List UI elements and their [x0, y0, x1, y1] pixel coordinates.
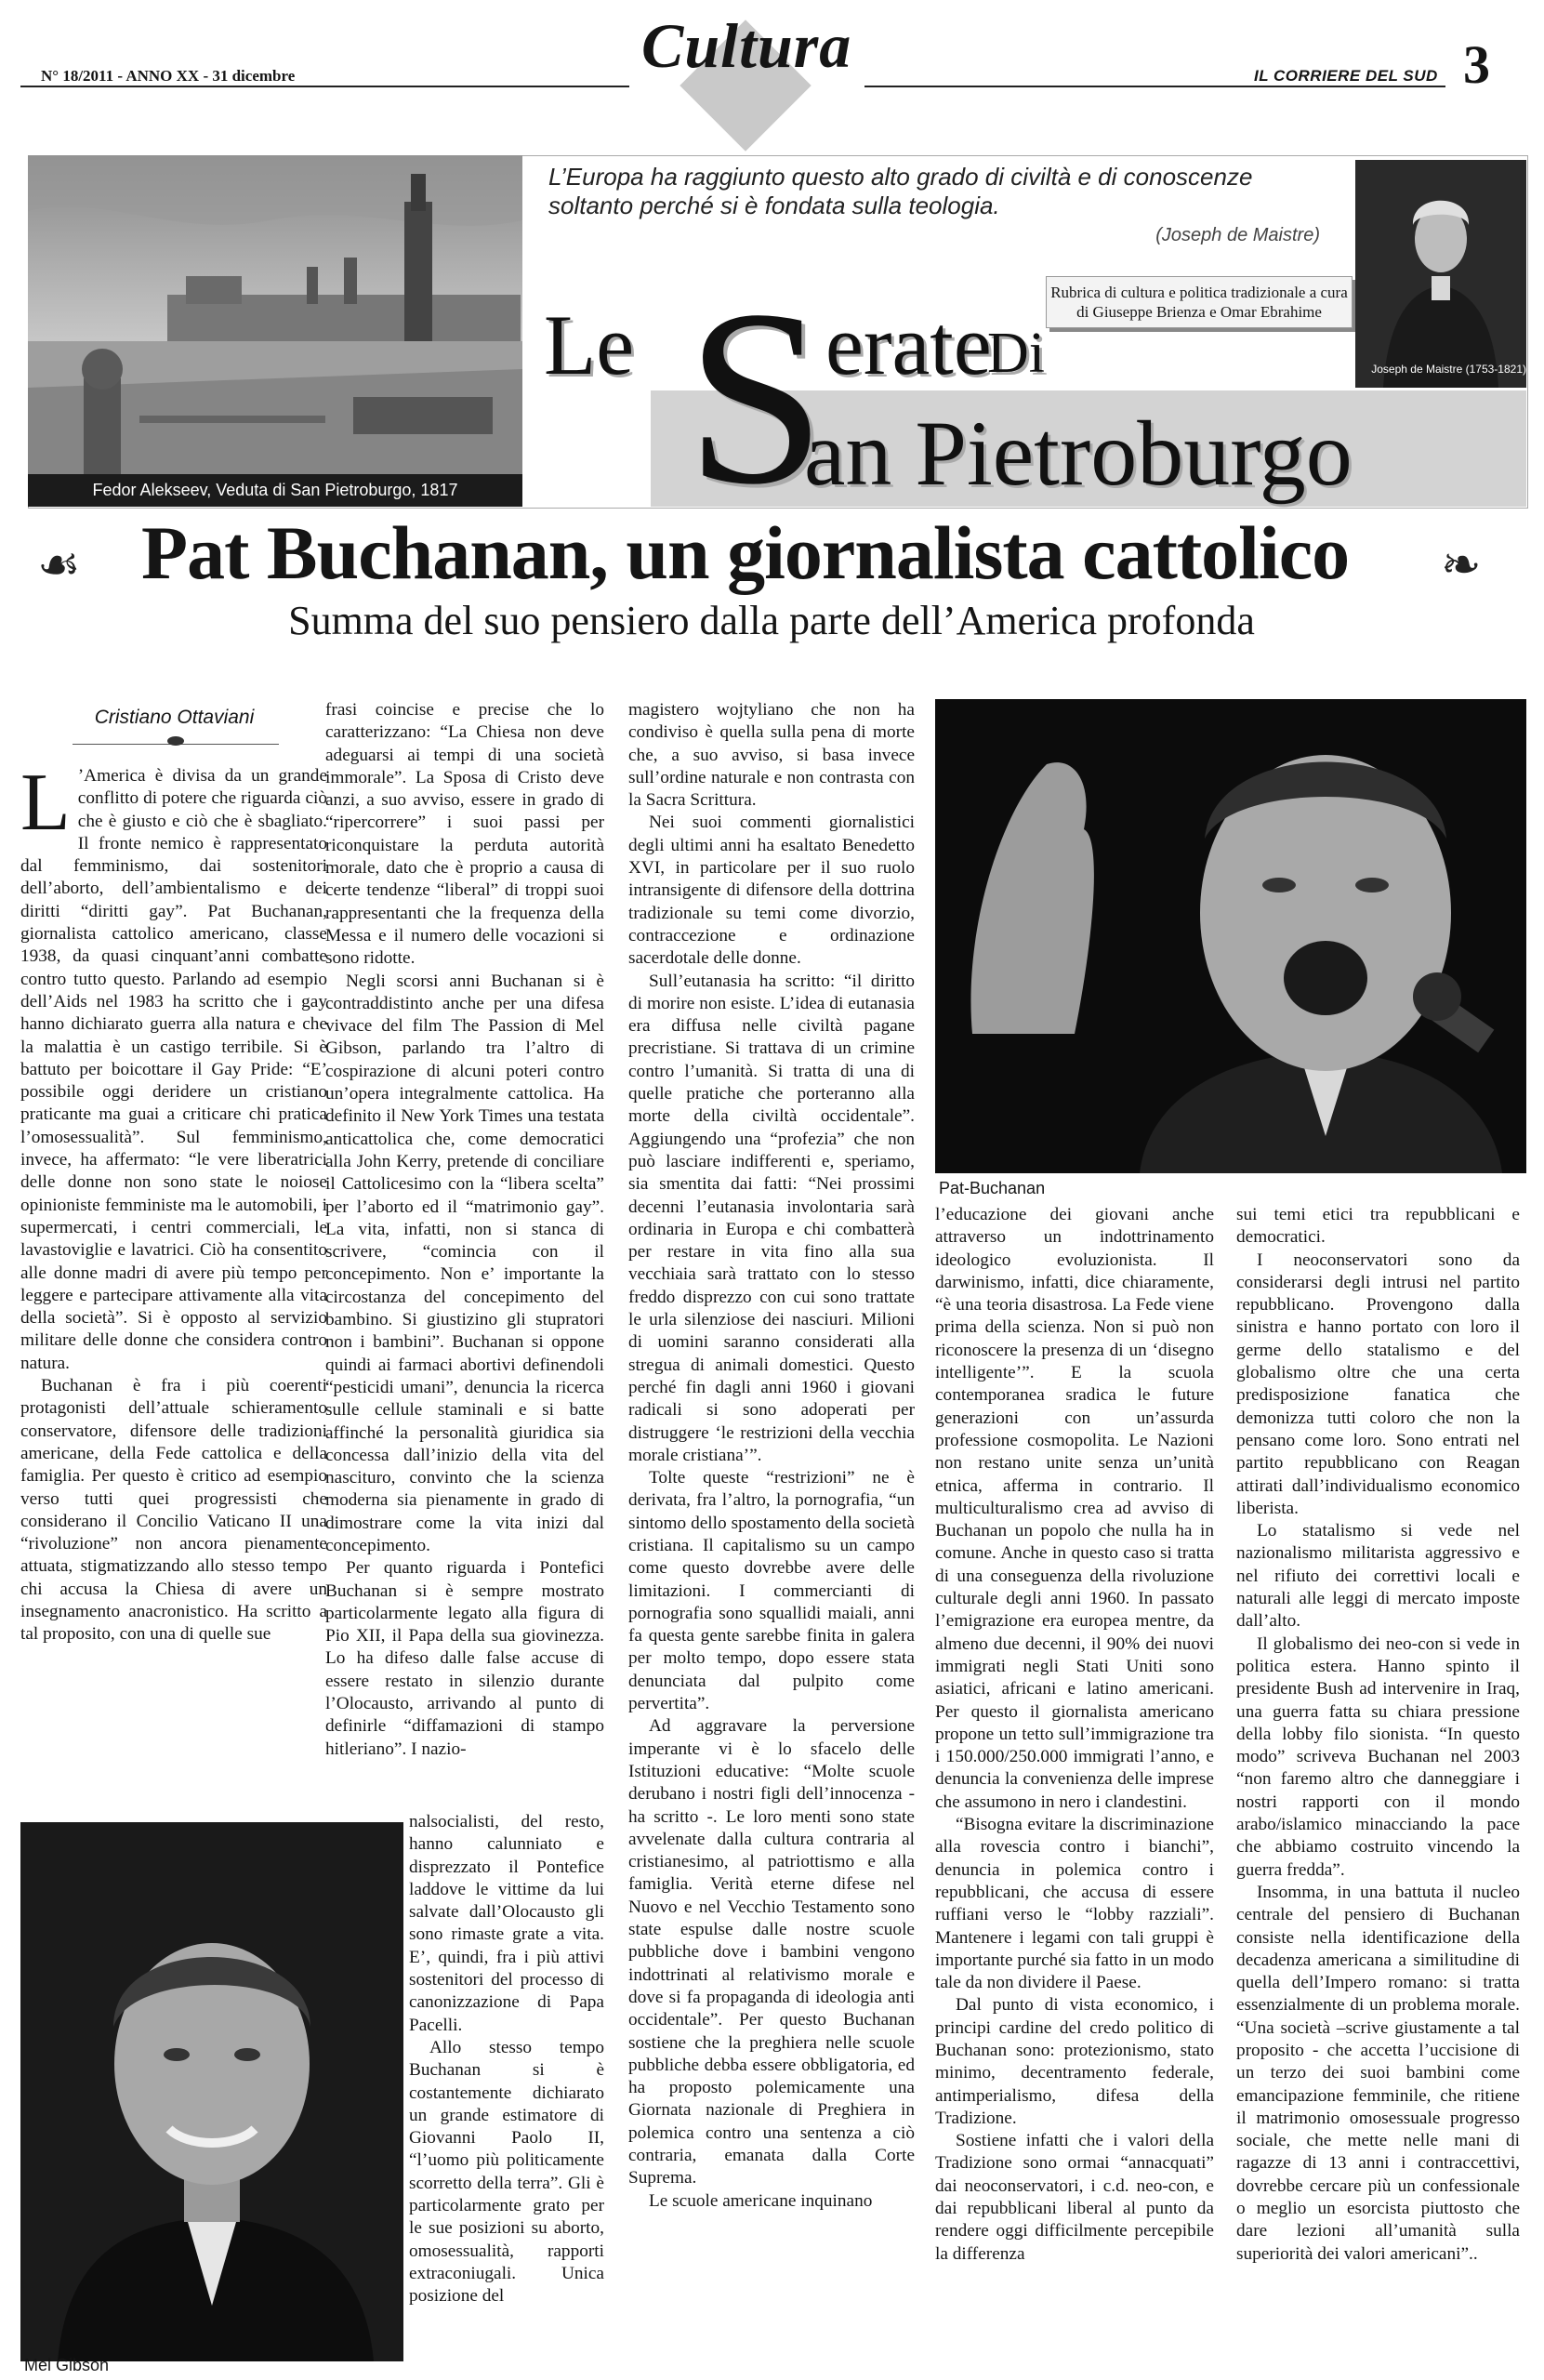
- column-5-paragraph: Lo statalismo si vede nel nazionalismo militarista aggressivo e nel rifiuto dei correttivi locali e naturali alle leggi di mercato imposte dall’alto.: [1236, 1521, 1520, 1632]
- column-5-paragraph: sui temi etici tra repubblicani e democratici.: [1236, 1205, 1520, 1248]
- column-2-continued: [409, 1811, 604, 2378]
- painting-caption: Fedor Alekseev, Veduta di San Pietroburgo, 1817: [28, 474, 522, 507]
- column-1-paragraph: ’America è divisa da un grande conflitto di potere che riguarda ciò che è giusto e ciò che è sbagliato. Il fronte nemico è rappresentato dal femminismo, dai sostenitori dell’aborto, dell’ambientalismo e dei diritti “diritti gay”. Pat Buchanan, giornalista cattolico americano, classe 1938, da quasi cinquant’anni combatte contro tutto questo. Parlando ad esempio dell’Aids nel 1983 ha scritto che i gay hanno dichiarato guerra alla natura e che la malattia è un castigo terribile. Si è battuto per boicottare il Gay Pride: “E’ possibile oggi deridere un cristiano praticante ma guai a criticare chi pratica l’omosessualità”. Sul femminismo, invece, ha affermato: “le vere liberatrici delle donne non sono state le noiose opinioniste femministe ma le automobili, i supermercati, i centri commerciali, le lavastoviglie e lavatrici. Ciò ha consentito alle donne madri di avere più tempo per leggere e partecipare attivamente alla vita della società”. Si è opposto al servizio militare delle donne che considera contro natura.: [20, 766, 327, 1373]
- author-byline: Cristiano Ottaviani: [94, 707, 255, 728]
- column-2-paragraph: nalsocialisti, del resto, hanno calunniato e disprezzato il Pontefice laddove le vittime da lui salvate dall’Olocausto gli sono rimaste grate a vita. E’, quindi, fra i più attivi sostenitori del processo di canonizzazione di Papa Pacelli.: [409, 1812, 604, 2035]
- column-5-paragraph: I neoconservatori sono da considerarsi degli intrusi nel partito repubblicano. Provengono dalla sinistra e hanno portato con loro il germe dello statalismo e del globalismo oltre che una certa predisposizione fanatica che demonizza tutti coloro che non la pensano come loro. Sono entrati nel partito repubblicano con Reagan attirati dall’individualismo economico liberista.: [1236, 1250, 1520, 1518]
- column-4: [935, 1204, 1214, 2375]
- byline-ornament: [167, 736, 184, 746]
- ornament-right-icon: ❧: [1441, 537, 1482, 593]
- column-3-paragraph: Tolte queste “restrizioni” ne è derivata, fra l’altro, la pornografia, “un sintomo dello spostamento della società cristiana. Il capitalismo su un campo come questo dovrebbe avere delle limitazioni. I commercianti di pornografia sono squallidi maiali, anni fa questa gente sarebbe finita in galera per molto tempo, dopo essere stata denunciata dal pulpito come pervertita”.: [628, 1468, 915, 1714]
- mel-gibson-photo: [20, 1822, 403, 2361]
- pat-buchanan-caption: Pat-Buchanan: [939, 1179, 1046, 1197]
- subheadline: Summa del suo pensiero dalla parte dell’America profonda: [288, 598, 1255, 643]
- column-2-paragraph: Per quanto riguarda i Pontefici Buchanan si è sempre mostrato particolarmente legato alla figura di Pio XII, il Papa della sua giovinezza. Lo ha difeso dalle false accuse di essere restato in silenzio durante l’Olocausto, arrivando al punto di definirle “diffamazioni di stampo hitleriano”. I nazio-: [325, 1558, 604, 1759]
- column-5-paragraph: Il globalismo dei neo-con si vede in politica estera. Hanno spinto il presidente Bush ad intervenire in Iraq, una guerra fatta su chiara pressione della lobby filo sionista. “In questo modo” scriveva Buchanan nel 2003 “non faremo altro che danneggiare i nostri rapporti con il mondo arabo/islamico minacciando la pace che abbiamo costruito vincendo la guerra fredda”.: [1236, 1633, 1520, 1880]
- pat-buchanan-photo: [935, 699, 1526, 1173]
- logo-erate: erate: [825, 298, 992, 392]
- column-2: [325, 699, 604, 1810]
- column-3-paragraph: Nei suoi commenti giornalistici degli ultimi anni ha esaltato Benedetto XVI, in particolare per il suo ruolo intransigente di difensore della dottrina tradizionale su temi come divorzio, contraccezione e ordinazione sacerdotale delle donne.: [628, 813, 915, 969]
- headline: Pat Buchanan, un giornalista cattolico: [141, 510, 1350, 595]
- column-2-paragraph: Negli scorsi anni Buchanan si è contraddistinto anche per una difesa vivace del film The Passion di Mel Gibson, parlando tra l’altro di cospirazione di alcuni poteri contro un’opera integralmente cattolica. Ha definito il New York Times una testata anticattolica che, come democratici alla John Kerry, pretende di conciliare il Cattolicesimo con la “libera scelta” per l’aborto ed il “matrimonio gay”. La vita, infatti, non si stanca di scrivere, “comincia con il concepimento. Non e’ importante la circostanza del concepimento del bambino. Si giustizino gli stupratori non i bambini”. Buchanan si oppone quindi ai farmaci abortivi definendoli “pesticidi umani”, denuncia la ricerca sulle cellule staminali e si batte affinché la personalità giuridica sia concessa dall’inizio della vita del nascituro, convinto che la scienza moderna sia pienamente in grado di dimostrare come la vita inizi dal concepimento.: [325, 971, 604, 1555]
- column-2-paragraph: frasi coincise e precise che lo caratterizzano: “La Chiesa non deve adeguarsi ai tempi di una società immorale”. La Sposa di Cristo deve anzi, a suo avviso, essere in grado di “ripercorrere” i suoi passi per riconquistare la perduta autorità morale, dato che è proprio a causa di certe tendenze “liberal” di troppi suoi rappresentanti che la frequenza della Messa e il numero delle vocazioni si sono ridotte.: [325, 700, 604, 969]
- column-3-paragraph: Ad aggravare la perversione imperante vi è lo sfacelo delle Istituzioni educative: “Molte scuole derubano i nostri figli dell’innocenza - ha scritto -. Le loro menti sono state avvelenate dalla cultura contraria al cristianesimo, al patriottismo e alla famiglia. Verità eterne difese nel Nuovo e nel Vecchio Testamento sono state espulse dalle nostre scuole pubbliche dove i bambini vengono indottrinati al relativismo morale e dove si fa propaganda di ideologia anti occidentale”. Per questo Buchanan sostiene che la preghiera nelle scuole pubbliche debba essere obbligatoria, ed ha proposto polemicamente una Giornata nazionale di Preghiera in polemica contro una sentenza a ciò contraria, emanata dalla Corte Suprema.: [628, 1716, 915, 2188]
- column-4-paragraph: Sostiene infatti che i valori della Tradizione sono ormai “annacquati” dai neoconservatori, i c.d. neo-con, e dai repubblicani liberal al punto da rendere oggi difficilmente percepibile la differenza: [935, 2131, 1214, 2264]
- de-maistre-portrait: [1355, 160, 1526, 388]
- section-title: Cultura: [641, 10, 852, 81]
- logo-big-s: S: [686, 258, 826, 536]
- column-3: [628, 699, 915, 2373]
- column-2-paragraph: Allo stesso tempo Buchanan si è costantemente dichiarato un grande estimatore di Giovanni Paolo II, “l’uomo più politicamente scorretto della terra”. Gli è particolarmente grato per le sue posizioni su aborto, omosessualità, rapporti extraconiugali. Unica posizione del: [409, 2037, 604, 2307]
- column-5: [1236, 1204, 1520, 2375]
- column-3-paragraph: Sull’eutanasia ha scritto: “il diritto di morire non esiste. L’idea di eutanasia era diffusa nelle civiltà pagane precristiane. Si trattava di un crimine contro l’umanità. Si tratta di una di quelle pratiche che porteranno alla morte della civiltà occidentale”. Aggiungendo una “profezia” che non può lasciare indifferenti e, speriamo, sia smentita dai fatti: “Nei prossimi decenni l’eutanasia involontaria sarà ordinaria in Europa e chi combatterà per restare in vita fino alla sua vecchiaia sarà trattato con lo stesso freddo disprezzo con cui sono trattate le urla silenziose dei nasciuri. Milioni di uomini saranno considerati alla stregua di animali domestici. Questo perché fin dagli anni 1960 i giovani radicali si sono adoperati per distruggere ‘le restrizioni della vecchia morale cristiana’”.: [628, 971, 915, 1465]
- newspaper-name: IL CORRIERE DEL SUD: [1250, 67, 1442, 86]
- column-4-paragraph: l’educazione dei giovani anche attraverso un indottrinamento ideologico evoluzionista. Il darwinismo, infatti, dice chiaramente, “è una teoria disastrosa. La Fede viene prima della scienza. Non si può non riconoscere la presenza di un ‘disegno intelligente’”. E la scuola contemporanea sradica le future generazioni con un’assurda professione cosmopolita. Le Nazioni non restano unite senza un’unità etnica, afferma in contrario. Il multiculturalismo crea ad avviso di Buchanan un popolo che nulla ha in comune. Anche in questo caso si tratta di una conseguenza della rivoluzione culturale degli anni 1960. In passato l’emigrazione era europea mentre, da almeno due decenni, il 90% dei nuovi immigrati negli Stati Uniti sono asiatici, africani e latino americani. Per questo il giornalista americano propone un tetto sull’immigrazione tra i 150.000/250.000 immigrati l’anno, e denuncia la convenienza delle imprese che assumono in nero i clandestini.: [935, 1205, 1214, 1812]
- column-5-paragraph: Insomma, in una battuta il nucleo centrale del pensiero di Buchanan consiste nella identificazione della decadenza americana a similitudine di quella dell’Impero romano: si tratta essenzialmente di un problema morale. “Una società –scrive giustamente a tal proposito - che accetta l’uccisione di un terzo dei suoi bambini come emancipazione femminile, che ritiene il matrimonio omosessuale progresso sociale, che mette nelle mani di ragazze di 13 anni i contraccettivi, dovrebbe cercare più un confessionale o meglio un esorcista piuttosto che dare lezioni all’umanità sulla superiorità dei valori americani”..: [1236, 1882, 1520, 2264]
- column-1: [20, 765, 327, 1816]
- ornament-left-icon: ☙: [37, 537, 81, 593]
- dropcap: L: [20, 765, 71, 848]
- logo-di: Di: [987, 322, 1045, 385]
- column-4-paragraph: Dal punto di vista economico, i principi cardine del credo politico di Buchanan sono: protezionismo, stato minimo, decentramento federale, antimperialismo, difesa della Tradizione.: [935, 1995, 1214, 2128]
- portrait-caption: Joseph de Maistre (1753-1821): [1371, 363, 1526, 376]
- mel-gibson-caption: Mel Gibson: [24, 2356, 110, 2374]
- st-petersburg-painting: [28, 155, 522, 507]
- column-1-paragraph: Buchanan è fra i più coerenti protagonisti dell’attuale schieramento conservatore, difensore delle tradizioni americane, della Fede cattolica e della famiglia. Per questo è critico ad esempio verso tutti quei progressisti che considerano il Concilio Vaticano II una “rivoluzione” non ancora pienamente attuata, stigmatizzando allo stesso tempo chi accusa la Chiesa di avere un insegnamento anacronistico. Ha scritto a tal proposito, con una di quelle sue: [20, 1376, 327, 1645]
- column-4-paragraph: “Bisogna evitare la discriminazione alla rovescia contro i bianchi”, denuncia in polemica contro i repubblicani, che accusa di essere ruffiani verso le “lobby razziali”. Mantenere i legami con tali gruppi è importante purché sia fatto in un modo tale da non dividere il Paese.: [935, 1815, 1214, 1993]
- page-number: 3: [1458, 33, 1496, 96]
- logo-le: Le: [544, 298, 635, 392]
- masthead-rule-right: [864, 86, 1445, 87]
- rubric-box: Rubrica di cultura e politica tradizionale a cura di Giuseppe Brienza e Omar Ebrahime: [1046, 276, 1353, 328]
- column-3-paragraph: magistero wojtyliano che non ha condiviso è quella sulla pena di morte che, a suo avviso, si basa invece sull’ordine naturale e non contrasta con la Sacra Scrittura.: [628, 700, 915, 811]
- masthead-rule-left: [20, 86, 629, 87]
- quote-author: (Joseph de Maistre): [1155, 225, 1320, 245]
- issue-info: N° 18/2011 - ANNO XX - 31 dicembre: [35, 67, 300, 86]
- banner-quote: L’Europa ha raggiunto questo alto grado di civiltà e di conoscenze soltanto perché si è fondata sulla teologia.: [548, 163, 1253, 219]
- logo-san-pietroburgo: an Pietroburgo: [804, 402, 1353, 505]
- column-3-paragraph: Le scuole americane inquinano: [649, 2190, 873, 2211]
